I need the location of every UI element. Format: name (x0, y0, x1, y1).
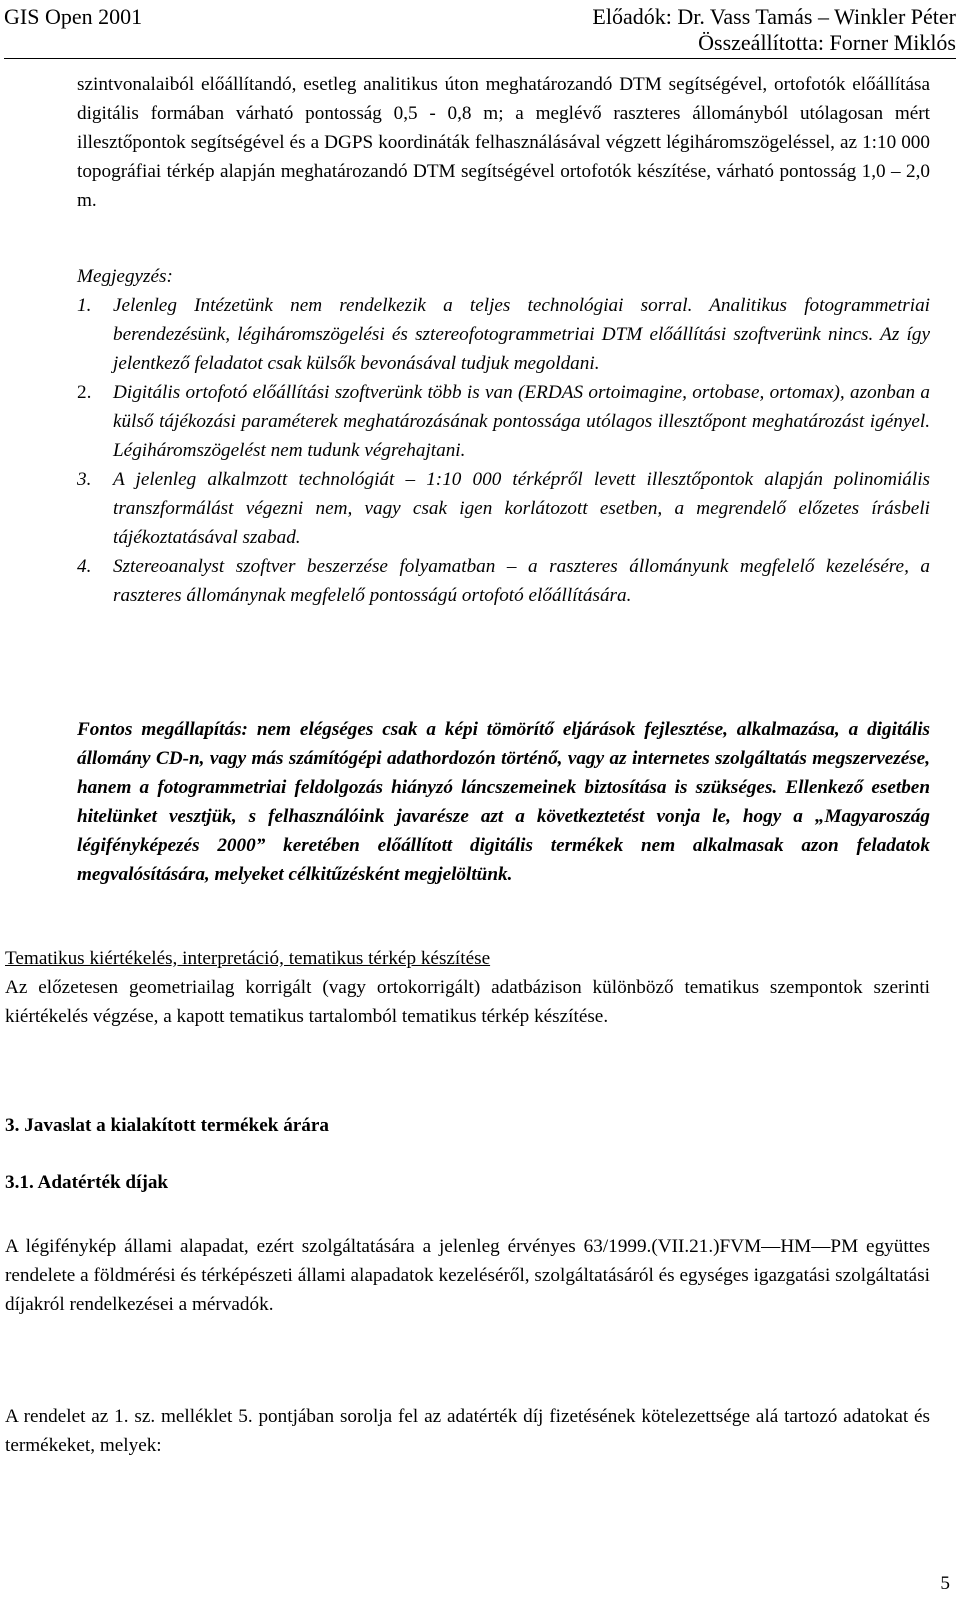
header-rule (4, 58, 956, 59)
running-header-right (592, 4, 956, 56)
header-compiler: Összeállította: Forner Miklós (698, 30, 956, 55)
note-item (77, 552, 930, 610)
page-number: 5 (940, 1573, 950, 1594)
notes-section (77, 262, 930, 610)
note-number: 4. (77, 556, 92, 577)
intro-paragraph (77, 70, 930, 215)
intro-text: szintvonalaiból előállítandó, esetleg analitikus úton meghatározandó DTM segítségével, ortofotók előállítása digitális formában várható pontosság 0,5 - 0,8 m; a meglévő raszteres állományból utólagosan mért illesztőpontok segítségével és a DGPS koordináták felhasználásával végzett légiháromszögeléssel, az 1:10 000 topográfiai térkép alapján meghatározandó DTM segítségével ortofotók készítése, várható pontosság 1,0 – 2,0 m. (77, 74, 930, 211)
note-number: 3. (77, 469, 92, 490)
annex-text: A rendelet az 1. sz. melléklet 5. pontjában sorolja fel az adatérték díj fizetésének kötelezettsége alá tartozó adatokat és termékeket, melyek: (5, 1406, 930, 1456)
regulation-paragraph (5, 1232, 930, 1319)
note-text: Digitális ortofotó előállítási szoftverünk több is van (ERDAS ortoimagine, ortobase, ortomax), azonban a külső tájékozási paraméterek meghatározásának pontossága utólagos illesztőpont meghatározást igényel. Légiháromszögelést nem tudunk végrehajtani. (113, 382, 930, 461)
running-header-left: GIS Open 2001 (4, 4, 143, 29)
header-authors: Előadók: Dr. Vass Tamás – Winkler Péter (592, 4, 956, 29)
annex-paragraph (5, 1402, 930, 1460)
section-3-heading: 3. Javaslat a kialakított termékek árára (5, 1115, 330, 1136)
note-item (77, 465, 930, 552)
notes-title: Megjegyzés: (77, 266, 173, 287)
note-item (77, 291, 930, 378)
important-finding (77, 715, 930, 889)
thematic-text: Az előzetesen geometriailag korrigált (vagy ortokorrigált) adatbázison különböző tematikus szempontok szerinti kiértékelés végzése, a kapott tematikus tartalomból tematikus térkép készítése. (5, 977, 930, 1027)
thematic-title: Tematikus kiértékelés, interpretáció, tematikus térkép készítése (5, 948, 491, 969)
note-text: Sztereoanalyst szoftver beszerzése folyamatban – a raszteres állományunk megfelelő kezelésére, a raszteres állománynak megfelelő pontosságú ortofotó előállítására. (113, 556, 930, 606)
section-3-1-heading: 3.1. Adatérték díjak (5, 1172, 169, 1193)
thematic-section (5, 944, 930, 1031)
note-text: Jelenleg Intézetünk nem rendelkezik a teljes technológiai sorral. Analitikus fotogrammetriai berendezésünk, légiháromszögelési és sztereofotogrammetriai DTM előállítási szoftverünk nincs. Az így jelentkező feladatot csak külsők bevonásával tudjuk megoldani. (113, 295, 930, 374)
regulation-text: A légifénykép állami alapadat, ezért szolgáltatására a jelenleg érvényes 63/1999.(VII.21.)FVM—HM—PM együttes rendelete a földmérési és térképészeti állami alapadatok kezeléséről, szolgáltatásáról és egységes igazgatási szolgáltatási díjakról rendelkezései a mérvadók. (5, 1236, 930, 1315)
important-text: Fontos megállapítás: nem elégséges csak a képi tömörítő eljárások fejlesztése, alkalmazása, a digitális állomány CD-n, vagy más számítógépi adathordozón történő, vagy az internetes szolgáltatás megszervezése, hanem a fotogrammetriai feldolgozás hiányzó láncszemeinek biztosítása is szükséges. Ellenkező esetben hitelünket vesztjük, s felhasználóink javarésze azt a következtetést vonja le, hogy a „Magyaroszág légifényképezés 2000” keretében előállított digitális termékek nem alkalmasak azon feladatok megvalósítására, melyeket célkitűzésként megjelöltünk. (77, 719, 930, 885)
note-item (77, 378, 930, 465)
note-number: 1. (77, 295, 92, 316)
note-number: 2. (77, 382, 92, 403)
note-text: A jelenleg alkalmzott technológiát – 1:10 000 térképről levett illesztőpontok alapján polinomiális transzformálást végezni nem, vagy csak igen korlátozott esetben, a megrendelő előzetes írásbeli tájékoztatásával szabad. (113, 469, 930, 548)
